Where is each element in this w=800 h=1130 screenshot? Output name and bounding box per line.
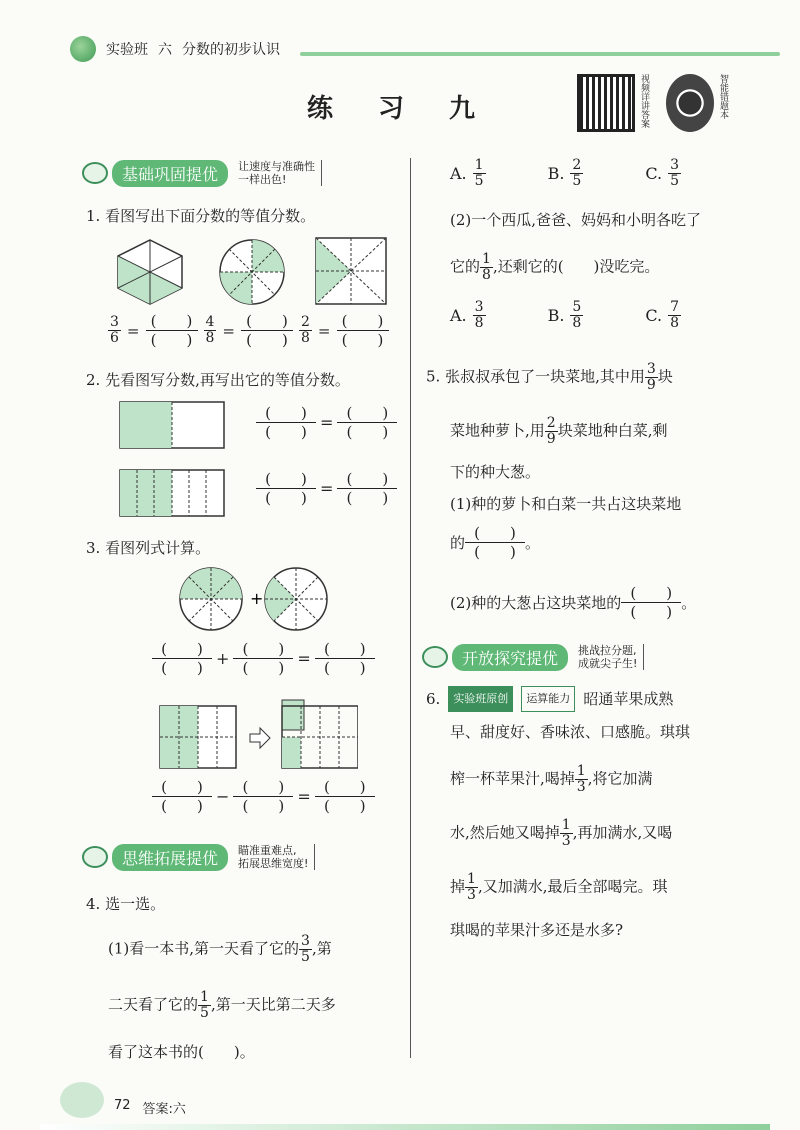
- unit-title: 分数的初步认识: [182, 42, 280, 58]
- q4-part1-line2: 二天看了它的 $\frac{1}{5}$ ,第一天比第二天多: [108, 989, 336, 1021]
- q6-line1: 6. 实验班原创 运算能力 昭通苹果成熟: [426, 686, 673, 712]
- q3-expression1: [152, 640, 375, 677]
- running-header: [70, 32, 280, 66]
- fraction: $\frac{3}{6}$: [110, 314, 119, 346]
- section-label: 思维拓展提优: [112, 844, 228, 871]
- option-a[interactable]: A. $\frac{3}{8}$: [450, 299, 484, 331]
- page-number: 72: [114, 1098, 131, 1113]
- answer-blank[interactable]: ( ) ( ): [241, 312, 293, 349]
- unit-number: 六: [158, 42, 172, 58]
- page-title: 练 习 九: [306, 94, 494, 124]
- answer-blank[interactable]: ( ) ( ): [256, 470, 316, 507]
- q3-text: 3. 看图列式计算。: [86, 539, 211, 557]
- equals: =: [222, 321, 235, 340]
- slogan-line: 成就尖子生!: [578, 657, 638, 670]
- q5-line2: 菜地种萝卜,用 $\frac{2}{9}$ 块菜地种白菜,剩: [450, 415, 668, 447]
- fraction: $\frac{2}{9}$: [546, 415, 556, 447]
- q4-options2: [450, 300, 681, 331]
- answer-blank[interactable]: ( ) ( ): [337, 470, 397, 507]
- slogan-line: 挑战拉分题,: [578, 644, 637, 657]
- q1-figures: [110, 236, 400, 306]
- q4-part1-line3: 看了这本书的( )。: [108, 1043, 255, 1061]
- mistake-book-qr-icon[interactable]: [666, 74, 714, 132]
- q5-part2: (2)种的大葱占这块菜地的 ( ) ( ) 。: [450, 584, 697, 621]
- equals: =: [320, 479, 334, 498]
- plus-sign: +: [250, 589, 264, 608]
- q5-line3: 下的种大葱。: [450, 463, 541, 481]
- q6-line3: 榨一杯苹果汁,喝掉 $\frac{1}{3}$ ,将它加满: [450, 763, 653, 795]
- answer-blank[interactable]: ( ) ( ): [337, 404, 397, 441]
- option-c[interactable]: C. $\frac{7}{8}$: [645, 299, 680, 331]
- section-slogan: [578, 644, 644, 670]
- section-explore: [422, 644, 644, 670]
- q2-answer-row1: [256, 404, 397, 441]
- answer-blank[interactable]: ( ) ( ): [152, 778, 212, 815]
- leaf-logo-icon: [70, 36, 96, 62]
- q2-answer-row2: [256, 470, 397, 507]
- q6-line5: 掉 $\frac{1}{3}$ ,又加满水,最后全部喝完。琪: [450, 871, 668, 903]
- dolphin-icon: [60, 1082, 104, 1118]
- fraction: $\frac{2}{8}$: [301, 314, 310, 346]
- fraction: $\frac{3}{9}$: [646, 361, 656, 393]
- answer-blank[interactable]: ( ) ( ): [152, 640, 212, 677]
- section-label: 基础巩固提优: [112, 160, 228, 187]
- slogan-line: 瞄准重难点,: [238, 844, 297, 857]
- answer-blank[interactable]: ( ) ( ): [315, 640, 375, 677]
- equals: =: [297, 649, 311, 668]
- q4-text: 4. 选一选。: [86, 895, 166, 913]
- q1-answers: [108, 312, 389, 349]
- plus-sign: +: [216, 649, 230, 668]
- q4-part2: (2)一个西瓜,爸爸、妈妈和小明各吃了: [450, 211, 702, 229]
- answer-blank[interactable]: ( ) ( ): [256, 404, 316, 441]
- q3-expression2: [152, 778, 375, 815]
- slogan-line: 拓展思维宽度!: [238, 857, 309, 870]
- fraction: $\frac{1}{3}$: [576, 763, 586, 795]
- option-b[interactable]: B. $\frac{5}{8}$: [547, 299, 582, 331]
- fraction: $\frac{4}{8}$: [205, 314, 215, 346]
- q5-part1: (1)种的萝卜和白菜一共占这块菜地: [450, 495, 682, 513]
- equals: =: [317, 321, 331, 340]
- answer-blank[interactable]: ( ) ( ): [233, 778, 293, 815]
- q4-part1: (1)看一本书,第一天看了它的 $\frac{3}{5}$ ,第: [108, 933, 332, 965]
- tag-skill: 运算能力: [521, 686, 575, 712]
- fraction: $\frac{1}{8}$: [482, 251, 491, 283]
- q2-text: 2. 先看图写分数,再写出它的等值分数。: [86, 371, 350, 389]
- section-slogan: [238, 160, 322, 186]
- q3-circles: [178, 566, 328, 632]
- arrow-right-icon: [250, 728, 270, 748]
- answer-blank[interactable]: ( ) ( ): [146, 312, 198, 349]
- circle-figure: [220, 240, 284, 304]
- q6-line2: 早、甜度好、香味浓、口感脆。琪琪: [450, 723, 691, 741]
- q4-part2-line2: 它的 $\frac{1}{8}$ ,还剩它的( )没吃完。: [450, 251, 660, 283]
- hexagon-figure: [118, 240, 182, 304]
- equals: =: [126, 321, 140, 340]
- answer-ref: 答案:六: [142, 1102, 186, 1117]
- section-thinking: [82, 844, 315, 870]
- section-slogan: [238, 844, 315, 870]
- series-name: 实验班: [106, 42, 148, 58]
- q6-line6: 琪喝的苹果汁多还是水多?: [450, 921, 624, 939]
- q5-line1: 5. 张叔叔承包了一块菜地,其中用 $\frac{3}{9}$ 块: [426, 361, 673, 393]
- qr-label-video: 视频详讲答案: [639, 74, 649, 128]
- header-rule: [300, 52, 780, 56]
- answer-blank[interactable]: ( ) ( ): [621, 584, 681, 621]
- fraction: $\frac{1}{5}$: [200, 989, 209, 1021]
- fraction: $\frac{1}{3}$: [561, 817, 571, 849]
- equals: =: [297, 787, 311, 806]
- planet-icon: [82, 162, 108, 184]
- q4-options1: [450, 158, 681, 189]
- option-b[interactable]: B. $\frac{2}{5}$: [547, 157, 582, 189]
- answer-blank[interactable]: ( ) ( ): [465, 524, 525, 561]
- section-basic: [82, 160, 322, 186]
- minus-sign: −: [216, 787, 230, 806]
- square-figure: [316, 238, 386, 304]
- q3-rectangles: [158, 698, 358, 772]
- fraction: $\frac{1}{3}$: [467, 871, 476, 903]
- satellite-icon: [422, 646, 448, 668]
- answer-blank[interactable]: ( ) ( ): [337, 312, 389, 349]
- slogan-line: 让速度与准确性: [238, 160, 316, 173]
- section-label: 开放探究提优: [452, 644, 568, 671]
- slogan-line: 一样出色!: [238, 173, 287, 186]
- footer-rule: [40, 1124, 770, 1130]
- q2-figures: [118, 400, 228, 520]
- qr-code-icon[interactable]: [577, 74, 635, 132]
- fraction: $\frac{3}{5}$: [301, 933, 310, 965]
- q6-line4: 水,然后她又喝掉 $\frac{1}{3}$ ,再加满水,又喝: [450, 817, 673, 849]
- qr-label-mistakes: 智能错题本: [718, 74, 728, 119]
- tag-original: 实验班原创: [448, 686, 513, 712]
- footer: [114, 1098, 186, 1117]
- option-c[interactable]: C. $\frac{3}{5}$: [645, 157, 680, 189]
- equals: =: [320, 413, 334, 432]
- answer-blank[interactable]: ( ) ( ): [315, 778, 375, 815]
- ufo-icon: [82, 846, 108, 868]
- q1-text: 1. 看图写出下面分数的等值分数。: [86, 207, 316, 225]
- column-divider: [410, 158, 411, 1058]
- option-a[interactable]: A. $\frac{1}{5}$: [450, 157, 484, 189]
- answer-blank[interactable]: ( ) ( ): [233, 640, 293, 677]
- q5-part1-answer: 的 ( ) ( ) 。: [450, 524, 541, 561]
